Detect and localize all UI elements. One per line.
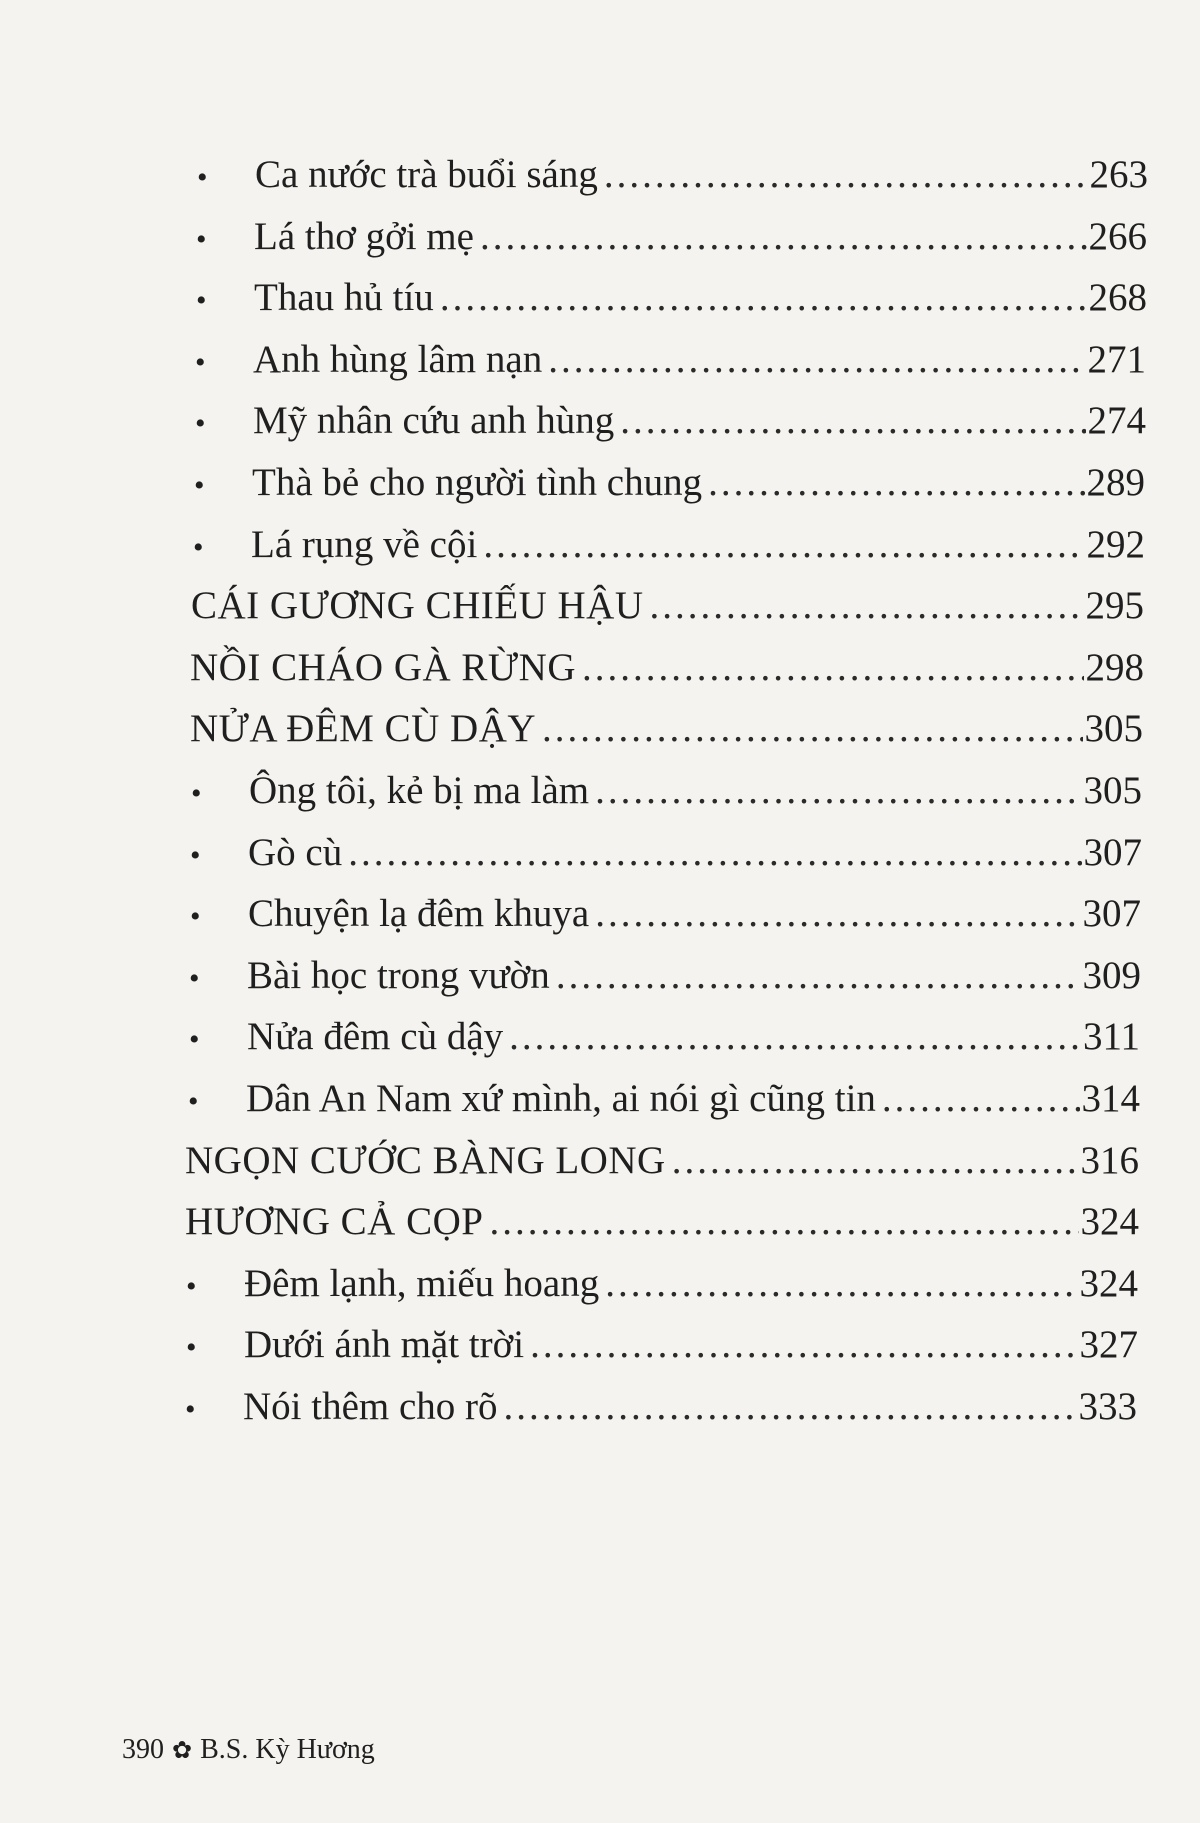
bullet-icon: • — [191, 777, 202, 810]
toc-entry-title: Dưới ánh mặt trời — [244, 1323, 525, 1366]
dot-leader — [672, 1136, 1079, 1186]
toc-entry-title: NỬA ĐÊM CÙ DẬY — [190, 707, 537, 750]
dot-leader — [708, 458, 1084, 508]
toc-entry-title: Dân An Nam xứ mình, ai nói gì cũng tin — [246, 1077, 876, 1120]
toc-entry-title: CÁI GƯƠNG CHIẾU HẬU — [191, 584, 644, 627]
dot-leader — [542, 704, 1082, 754]
toc-sub-entry — [190, 828, 1142, 881]
bullet-icon: • — [195, 346, 206, 379]
toc-entry-page-number: 316 — [1080, 1139, 1139, 1182]
toc-entry-page-number: 266 — [1088, 215, 1147, 258]
toc-sub-entry — [197, 150, 1148, 203]
toc-entry-title: Thau hủ tíu — [254, 276, 434, 319]
toc-entry-page-number: 311 — [1082, 1015, 1140, 1058]
toc-entry-page-number: 292 — [1086, 523, 1145, 566]
dot-leader — [440, 273, 1087, 323]
toc-sub-entry — [185, 1382, 1137, 1435]
toc-entry-page-number: 274 — [1087, 399, 1146, 442]
bullet-icon: • — [196, 223, 207, 256]
toc-entry-page-number: 324 — [1079, 1262, 1138, 1305]
toc-chapter-entry — [185, 1136, 1139, 1186]
bullet-icon: • — [190, 839, 201, 872]
toc-sub-entry — [189, 1012, 1140, 1065]
toc-entry-title: Lá rụng về cội — [251, 523, 478, 566]
dot-leader — [483, 520, 1084, 570]
toc-entry-title: Anh hùng lâm nạn — [253, 338, 543, 381]
toc-entry-title: NỒI CHÁO GÀ RỪNG — [190, 646, 577, 689]
toc-sub-entry — [195, 335, 1146, 388]
toc-entry-page-number: 263 — [1089, 153, 1148, 196]
toc-sub-entry — [196, 273, 1147, 326]
bullet-icon: • — [186, 1331, 197, 1364]
toc-sub-entry — [194, 458, 1145, 511]
toc-entry-title: NGỌN CƯỚC BÀNG LONG — [185, 1139, 666, 1182]
bullet-icon: • — [186, 1270, 197, 1303]
toc-entry-title: Gò cù — [248, 831, 343, 874]
toc-entry-title: Mỹ nhân cứu anh hùng — [253, 399, 615, 442]
bullet-icon: • — [189, 962, 200, 995]
dot-leader — [548, 335, 1085, 385]
bullet-icon: • — [197, 161, 208, 194]
dot-leader — [605, 1259, 1077, 1309]
toc-entry-page-number: 305 — [1083, 769, 1142, 812]
toc-entry-title: Lá thơ gởi mẹ — [254, 215, 474, 258]
dot-leader — [595, 766, 1081, 816]
toc-entry-page-number: 289 — [1086, 461, 1145, 504]
toc-chapter-entry — [190, 704, 1143, 754]
toc-entry-page-number: 324 — [1080, 1200, 1139, 1243]
toc-sub-entry — [189, 951, 1141, 1004]
toc-chapter-entry — [190, 643, 1144, 693]
toc-sub-entry — [186, 1320, 1138, 1373]
toc-entry-page-number: 305 — [1084, 707, 1143, 750]
dot-leader — [504, 1382, 1077, 1432]
dot-leader — [595, 889, 1080, 939]
toc-entry-title: Nói thêm cho rõ — [243, 1385, 498, 1428]
dot-leader — [582, 643, 1083, 693]
toc-sub-entry — [188, 1074, 1140, 1127]
toc-entry-title: Bài học trong vườn — [247, 954, 550, 997]
footer-page-number: 390 — [122, 1734, 164, 1765]
dot-leader — [348, 828, 1081, 878]
toc-chapter-entry — [191, 581, 1144, 631]
toc-entry-title: Nửa đêm cù dậy — [247, 1015, 504, 1058]
toc-sub-entry — [196, 212, 1147, 265]
toc-entry-page-number: 271 — [1087, 338, 1146, 381]
toc-entry-page-number: 268 — [1088, 276, 1147, 319]
page-footer — [122, 1734, 375, 1766]
dot-leader — [620, 396, 1085, 446]
bullet-icon: • — [194, 469, 205, 502]
bullet-icon: • — [185, 1393, 196, 1426]
toc-entry-page-number: 307 — [1083, 831, 1142, 874]
toc-entry-title: Ca nước trà buổi sáng — [255, 153, 598, 196]
toc-entry-title: Ông tôi, kẻ bị ma làm — [249, 769, 590, 812]
dot-leader — [649, 581, 1083, 631]
dot-leader — [480, 212, 1087, 262]
toc-sub-entry — [195, 396, 1146, 449]
toc-entry-page-number: 307 — [1082, 892, 1141, 935]
dot-leader — [882, 1074, 1080, 1124]
toc-entry-page-number: 295 — [1085, 584, 1144, 627]
bullet-icon: • — [193, 531, 204, 564]
toc-sub-entry — [186, 1259, 1138, 1312]
dot-leader — [489, 1197, 1078, 1247]
bullet-icon: • — [188, 1085, 199, 1118]
dot-leader — [604, 150, 1088, 200]
toc-chapter-entry — [185, 1197, 1139, 1247]
bullet-icon: • — [189, 1023, 200, 1056]
dot-leader — [530, 1320, 1077, 1370]
toc-sub-entry — [190, 889, 1141, 942]
toc-sub-entry — [191, 766, 1142, 819]
dot-leader — [509, 1012, 1081, 1062]
footer-author: B.S. Kỳ Hương — [200, 1734, 375, 1765]
toc-entry-page-number: 309 — [1082, 954, 1141, 997]
toc-entry-title: Chuyện lạ đêm khuya — [248, 892, 590, 935]
dot-leader — [556, 951, 1081, 1001]
toc-entry-title: Thà bẻ cho người tình chung — [252, 461, 703, 504]
toc-entry-title: Đêm lạnh, miếu hoang — [244, 1262, 600, 1305]
toc-entry-page-number: 333 — [1078, 1385, 1137, 1428]
toc-entry-page-number: 327 — [1079, 1323, 1138, 1366]
toc-entry-page-number: 298 — [1085, 646, 1144, 689]
bullet-icon: • — [190, 900, 201, 933]
toc-entry-page-number: 314 — [1081, 1077, 1140, 1120]
flower-ornament-icon: ✿ — [172, 1738, 193, 1764]
bullet-icon: • — [196, 284, 207, 317]
bullet-icon: • — [195, 407, 206, 440]
toc-entry-title: HƯƠNG CẢ CỌP — [185, 1200, 484, 1243]
toc-sub-entry — [193, 520, 1145, 573]
